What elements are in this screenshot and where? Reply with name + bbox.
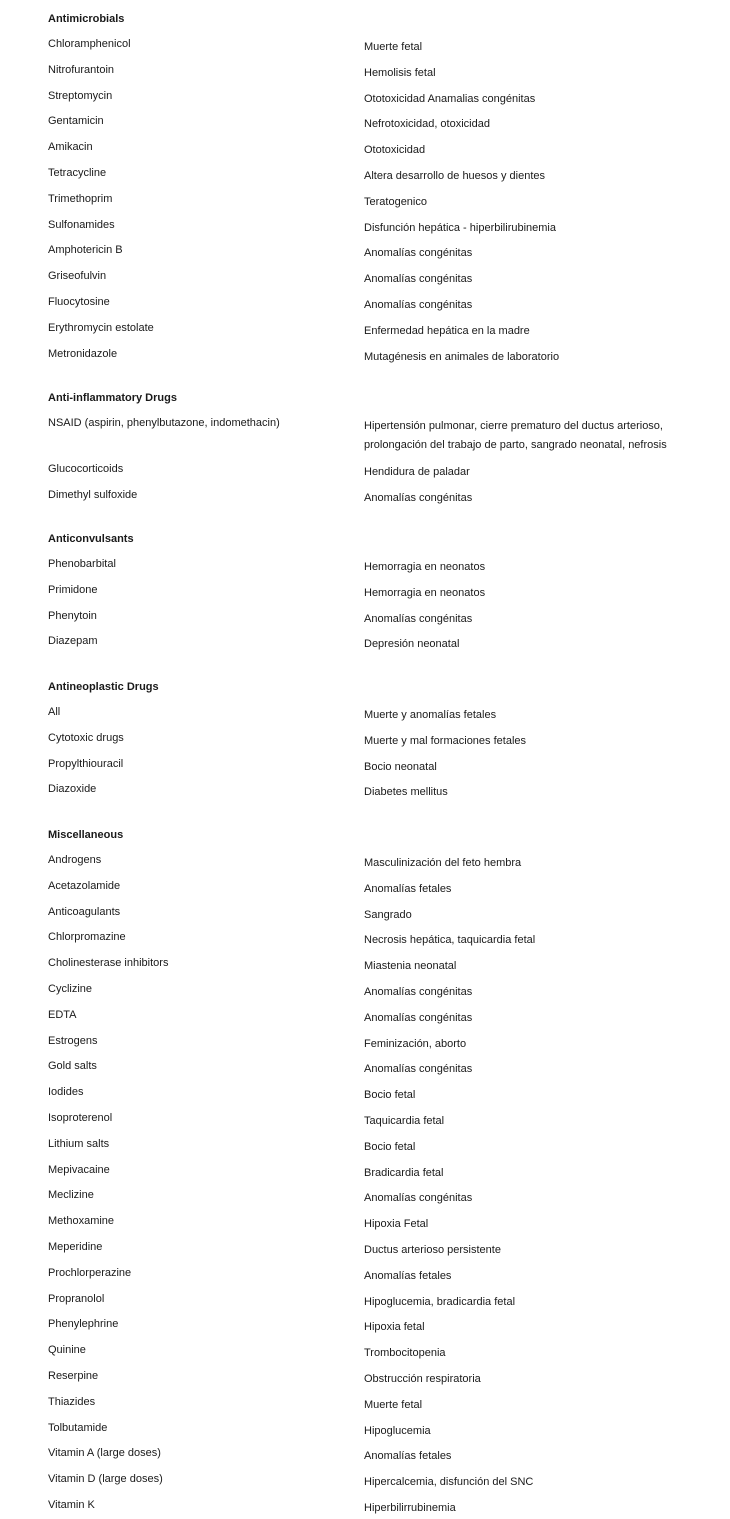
drug-name: Phenobarbital — [48, 558, 116, 570]
drug-name: Gold salts — [48, 1060, 97, 1073]
drug-name: Phenytoin — [48, 609, 97, 622]
fetal-effect: Hipercalcemia, disfunción del SNC — [364, 1476, 534, 1489]
fetal-effect: Hemolisis fetal — [364, 66, 436, 79]
drug-name: Iodides — [48, 1086, 84, 1099]
fetal-effect: Diabetes mellitus — [364, 786, 448, 799]
fetal-effect: Bradicardia fetal — [364, 1166, 444, 1179]
drug-name: Quinine — [48, 1344, 86, 1357]
drug-name: Vitamin D (large doses) — [48, 1473, 163, 1486]
drug-name: Meperidine — [48, 1241, 103, 1253]
drug-name: Glucocorticoids — [48, 462, 124, 475]
drug-name: Anticoagulants — [48, 905, 121, 918]
drug-name: Tolbutamide — [48, 1421, 108, 1434]
drug-name: Cytotoxic drugs — [48, 731, 124, 744]
fetal-effect: Anomalías congénitas — [364, 273, 473, 286]
drug-name: Chloramphenicol — [48, 38, 131, 50]
drug-name: Gentamicin — [48, 115, 104, 128]
fetal-effect: Anomalías congénitas — [364, 612, 473, 625]
fetal-effect: Bocio fetal — [364, 1089, 416, 1102]
drug-name: Diazepam — [48, 635, 98, 648]
drug-name: Isoproterenol — [48, 1112, 113, 1124]
drug-name: Griseofulvin — [48, 270, 107, 283]
drug-name: Androgens — [48, 854, 102, 866]
section-title: Anti-inflammatory Drugs — [48, 392, 177, 404]
fetal-effect: Necrosis hepática, taquicardia fetal — [364, 934, 536, 947]
drug-name: NSAID (aspirin, phenylbutazone, indomethacin) — [48, 417, 280, 429]
fetal-effect: Anomalías congénitas — [364, 1011, 473, 1024]
drug-name: Chlorpromazine — [48, 931, 126, 944]
fetal-effect: Muerte y anomalías fetales — [364, 709, 497, 721]
fetal-effect: Hipertensión pulmonar, cierre prematuro del ductus arterioso, prolongación del trabajo de parto, sangrado neonatal, nefrosis — [364, 420, 667, 451]
drug-name: All — [48, 706, 61, 718]
section-title: Antimicrobials — [48, 13, 125, 25]
fetal-effect: Mutagénesis en animales de laboratorio — [364, 350, 560, 363]
fetal-effect: Feminización, aborto — [364, 1037, 467, 1050]
drug-name: Lithium salts — [48, 1137, 110, 1150]
drug-name: Vitamin K — [48, 1499, 95, 1511]
fetal-effect: Anomalías fetales — [364, 882, 452, 895]
drug-name: Vitamin A (large doses) — [48, 1447, 161, 1460]
drug-name: Propranolol — [48, 1292, 105, 1305]
fetal-effect: Taquicardia fetal — [364, 1115, 445, 1127]
fetal-effect: Ototoxicidad — [364, 144, 426, 157]
drug-name: Estrogens — [48, 1034, 98, 1047]
drug-name: EDTA — [48, 1008, 77, 1021]
drug-name: Meclizine — [48, 1189, 94, 1202]
drug-name: Propylthiouracil — [48, 757, 124, 770]
fetal-effect: Ductus arterioso persistente — [364, 1244, 501, 1256]
fetal-effect: Muerte fetal — [364, 41, 423, 53]
fetal-effect: Depresión neonatal — [364, 638, 460, 651]
drug-name: Phenylephrine — [48, 1318, 119, 1331]
fetal-effect: Anomalías congénitas — [364, 1063, 473, 1076]
drug-name: Diazoxide — [48, 783, 97, 796]
fetal-effect: Anomalías fetales — [364, 1450, 452, 1463]
fetal-effect: Masculinización del feto hembra — [364, 857, 522, 869]
fetal-effect: Hiperbilirrubinemia — [364, 1502, 456, 1514]
fetal-effect: Anomalías congénitas — [364, 986, 473, 998]
fetal-effect: Ototoxicidad Anamalias congénitas — [364, 92, 536, 105]
drug-name: Streptomycin — [48, 89, 113, 102]
fetal-effect: Muerte y mal formaciones fetales — [364, 734, 527, 747]
fetal-effect: Bocio fetal — [364, 1140, 416, 1153]
drug-name: Sulfonamides — [48, 218, 115, 231]
section-title: Antineoplastic Drugs — [48, 681, 159, 693]
fetal-effect: Nefrotoxicidad, otoxicidad — [364, 118, 490, 131]
fetal-effect: Hipoglucemia — [364, 1424, 431, 1437]
fetal-effect: Anomalías congénitas — [364, 1192, 473, 1205]
fetal-effect: Miastenia neonatal — [364, 960, 457, 973]
drug-name: Cyclizine — [48, 983, 93, 995]
section-title: Anticonvulsants — [48, 533, 134, 545]
fetal-effect: Anomalías congénitas — [364, 491, 473, 504]
drug-name: Tetracycline — [48, 167, 107, 179]
fetal-effect: Trombocitopenia — [364, 1347, 446, 1360]
drug-name: Reserpine — [48, 1370, 99, 1382]
drug-name: Acetazolamide — [48, 879, 121, 892]
fetal-effect: Altera desarrollo de huesos y dientes — [364, 170, 545, 182]
fetal-effect: Hemorragia en neonatos — [364, 561, 486, 573]
drug-name: Mepivacaine — [48, 1163, 110, 1176]
drug-name: Thiazides — [48, 1395, 96, 1408]
drug-name: Methoxamine — [48, 1215, 115, 1228]
drug-name: Cholinesterase inhibitors — [48, 957, 169, 970]
drug-name: Prochlorperazine — [48, 1266, 132, 1279]
fetal-effect: Sangrado — [364, 908, 412, 921]
drug-name: Nitrofurantoin — [48, 63, 115, 76]
drug-name: Fluocytosine — [48, 296, 110, 308]
fetal-effect: Hemorragia en neonatos — [364, 586, 486, 599]
fetal-effect: Anomalías congénitas — [364, 247, 473, 260]
fetal-effect: Obstrucción respiratoria — [364, 1373, 481, 1385]
fetal-effect: Muerte fetal — [364, 1398, 423, 1411]
drug-name: Dimethyl sulfoxide — [48, 488, 138, 501]
fetal-effect: Teratogenico — [364, 195, 427, 208]
fetal-effect: Disfunción hepática - hiperbilirubinemia — [364, 221, 556, 234]
fetal-effect: Hipoglucemia, bradicardia fetal — [364, 1295, 516, 1308]
fetal-effect: Hendidura de paladar — [364, 465, 470, 478]
drug-name: Amikacin — [48, 141, 93, 154]
fetal-effect: Bocio neonatal — [364, 760, 437, 773]
drug-name: Metronidazole — [48, 347, 118, 360]
fetal-effect: Anomalías fetales — [364, 1269, 452, 1282]
drug-name: Amphotericin B — [48, 244, 123, 257]
drug-name: Primidone — [48, 583, 98, 596]
fetal-effect: Hipoxia Fetal — [364, 1218, 429, 1231]
fetal-effect: Anomalías congénitas — [364, 299, 473, 311]
drug-name: Erythromycin estolate — [48, 321, 154, 334]
fetal-effect: Hipoxia fetal — [364, 1321, 425, 1334]
drug-name: Trimethoprim — [48, 192, 113, 205]
section-title: Miscellaneous — [48, 829, 124, 841]
fetal-effect: Enfermedad hepática en la madre — [364, 324, 530, 337]
